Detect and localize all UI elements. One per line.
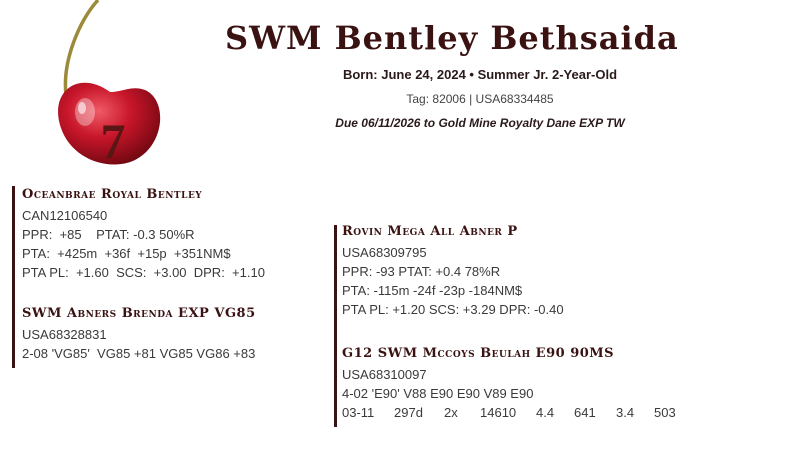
mgd-reg: USA68310097 bbox=[342, 367, 427, 382]
animal-name: SWM Bentley Bethsaida bbox=[225, 19, 679, 57]
sire-block bbox=[22, 187, 265, 282]
dam-classification: 2-08 'VG85' VG85 +81 VG85 VG86 +83 bbox=[22, 346, 256, 361]
record-age: 03-11 bbox=[342, 405, 375, 420]
mgd-block bbox=[342, 346, 690, 422]
record-milking: 2x bbox=[444, 405, 458, 420]
record-milk: 14610 bbox=[480, 405, 517, 420]
dam-side-bar bbox=[334, 225, 337, 427]
mgd-production-record bbox=[342, 403, 690, 422]
mgs-ppr: PPR: -93 PTAT: +0.4 78%R bbox=[342, 264, 501, 279]
sire-side-bar bbox=[12, 186, 15, 368]
mgd-name: G12 SWM Mccoys Beulah E90 90MS bbox=[342, 346, 615, 361]
mgs-pta: PTA: -115m -24f -23p -184NM$ bbox=[342, 283, 523, 298]
record-protein: 503 bbox=[654, 405, 676, 420]
record-protein-pct: 3.4 bbox=[616, 405, 635, 420]
mgs-block bbox=[342, 224, 564, 319]
dam-block bbox=[22, 306, 256, 363]
mgs-name: Rovin Mega All Abner P bbox=[342, 224, 518, 239]
sire-name: Oceanbrae Royal Bentley bbox=[22, 187, 203, 202]
sire-reg: CAN12106540 bbox=[22, 208, 108, 223]
sire-pta: PTA: +425m +36f +15p +351NM$ bbox=[22, 246, 231, 261]
dam-name: SWM Abners Brenda EXP VG85 bbox=[22, 306, 256, 321]
lot-number: 7 bbox=[100, 113, 126, 169]
born-line: Born: June 24, 2024 • Summer Jr. 2-Year-Old bbox=[342, 67, 618, 82]
tag-line: Tag: 82006 | USA68334485 bbox=[406, 92, 554, 106]
sire-pta-pl: PTA PL: +1.60 SCS: +3.00 DPR: +1.10 bbox=[22, 265, 265, 280]
mgs-pta-pl: PTA PL: +1.20 SCS: +3.29 DPR: -0.40 bbox=[342, 302, 564, 317]
sire-ppr: PPR: +85 PTAT: -0.3 50%R bbox=[22, 227, 195, 242]
record-days: 297d bbox=[394, 405, 423, 420]
mgd-classification: 4-02 'E90' V88 E90 E90 V89 E90 bbox=[342, 386, 534, 401]
record-fat: 641 bbox=[574, 405, 596, 420]
dam-reg: USA68328831 bbox=[22, 327, 107, 342]
due-line: Due 06/11/2026 to Gold Mine Royalty Dane EXP TW bbox=[335, 116, 625, 130]
record-fat-pct: 4.4 bbox=[536, 405, 555, 420]
mgs-reg: USA68309795 bbox=[342, 245, 427, 260]
